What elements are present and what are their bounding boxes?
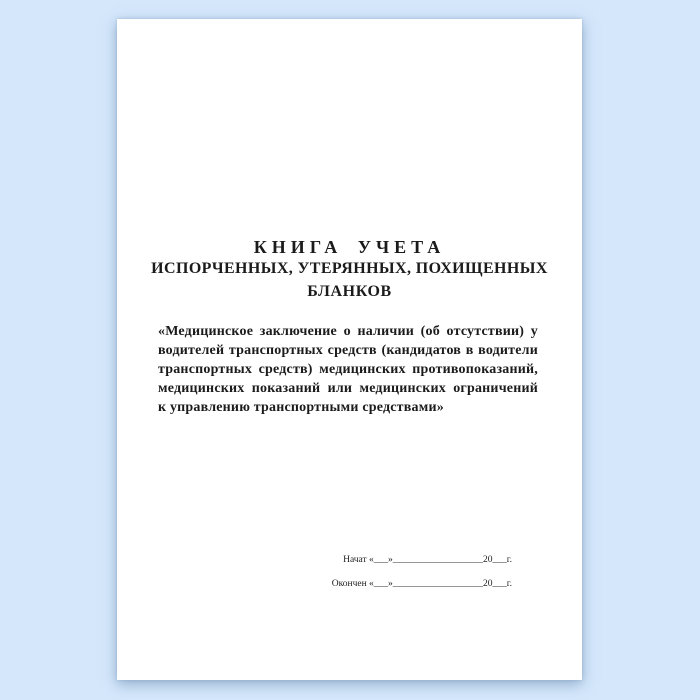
title-line-1: КНИГА УЧЕТА xyxy=(253,237,446,257)
subtitle-line: транспортных средств) медицинских противопоказаний, xyxy=(158,362,538,377)
document-title xyxy=(117,236,582,303)
document-subtitle xyxy=(158,322,538,417)
title-line-3: БЛАНКОВ xyxy=(307,283,392,300)
subtitle-line: «Медицинское заключение о наличии (об отсутствии) у xyxy=(158,324,538,339)
document-page xyxy=(117,19,582,680)
subtitle-line: водителей транспортных средств (кандидатов в водители xyxy=(158,343,538,358)
subtitle-line: медицинских показаний или медицинских ограничений xyxy=(158,381,538,396)
title-line-2: ИСПОРЧЕННЫХ, УТЕРЯННЫХ, ПОХИЩЕННЫХ xyxy=(151,260,548,277)
date-fields xyxy=(332,555,512,590)
started-line: Начат «___»___________________20___г. xyxy=(343,555,512,565)
finished-line: Окончен «___»___________________20___г. xyxy=(331,579,512,589)
subtitle-line: к управлению транспортными средствами» xyxy=(158,400,444,415)
